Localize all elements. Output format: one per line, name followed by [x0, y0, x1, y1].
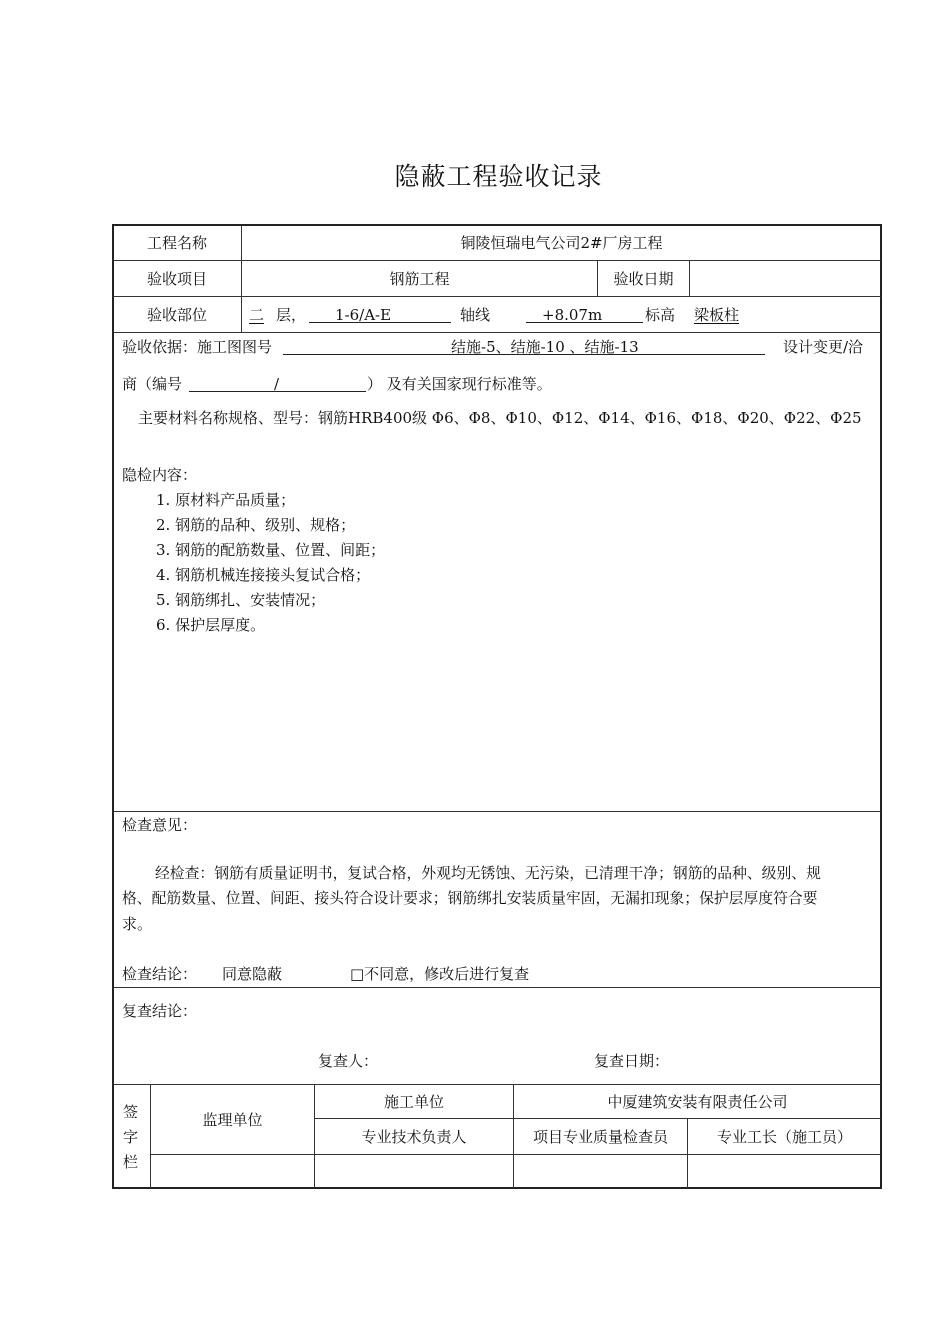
reviewer-label: 复查人：	[318, 1052, 379, 1070]
quality-inspector-label: 项目专业质量检查员	[532, 1128, 668, 1146]
conclusion-label: 检查结论：	[122, 965, 198, 983]
basis-line2-suffix: ） 及有关国家现行标准等。	[367, 375, 552, 393]
negotiation-number: /	[189, 374, 366, 392]
floor-value: 二	[249, 306, 265, 324]
opinion-heading: 检查意见：	[122, 816, 198, 834]
member-value: 梁板柱	[694, 306, 740, 324]
floor-suffix: 层，	[276, 306, 307, 324]
agree-option: 同意隐蔽	[222, 965, 283, 983]
opinion-line: 求。	[122, 915, 153, 933]
opinion-line: 格、配筋数量、位置、间距、接头符合设计要求；钢筋绑扎安装质量牢固，无漏扣现象；保护层厚度符合要	[122, 890, 818, 907]
foreman-label: 专业工长（施工员）	[716, 1128, 852, 1146]
list-item: 2. 钢筋的品种、级别、规格；	[156, 516, 356, 534]
review-date-label: 复查日期：	[594, 1052, 670, 1070]
acceptance-date-value	[690, 261, 881, 296]
document-title: 隐蔽工程验收记录	[394, 162, 603, 191]
acceptance-item-label: 验收项目	[146, 270, 207, 288]
company-name: 中厦建筑安装有限责任公司	[607, 1093, 788, 1111]
row-divider	[113, 987, 881, 988]
project-name-label: 工程名称	[146, 234, 207, 252]
row-divider	[113, 811, 881, 812]
axis-suffix: 轴线	[460, 306, 491, 324]
acceptance-item-value: 钢筋工程	[389, 270, 450, 288]
sign-column-char: 签	[123, 1103, 139, 1121]
row-divider	[113, 332, 881, 333]
list-item: 6. 保护层厚度。	[156, 616, 266, 634]
drawing-number: 结施-5、结施-10 、结施-13	[283, 337, 765, 355]
elevation-value: +8.07m	[526, 305, 643, 323]
list-item: 1. 原材料产品质量；	[156, 491, 296, 509]
materials-spec: 主要材料名称规格、型号：钢筋HRB400级 Φ6、Φ8、Φ10、Φ12、Φ14、Φ16、Φ18、Φ20、Φ22、Φ25	[138, 409, 862, 427]
record-table	[112, 224, 882, 1189]
disagree-option: □不同意，修改后进行复查	[350, 965, 530, 983]
construction-unit-label: 施工单位	[383, 1093, 444, 1111]
hidden-check-heading: 隐检内容：	[122, 466, 198, 484]
sign-column-char: 字	[123, 1128, 139, 1146]
elevation-suffix: 标高	[645, 306, 676, 324]
project-name-value: 铜陵恒瑞电气公司2#厂房工程	[460, 234, 663, 252]
list-item: 3. 钢筋的配筋数量、位置、间距；	[156, 541, 386, 559]
axis-value: 1-6/A-E	[309, 305, 451, 323]
supervision-unit-label: 监理单位	[202, 1111, 263, 1129]
list-item: 5. 钢筋绑扎、安装情况；	[156, 591, 326, 609]
opinion-line: 经检查：钢筋有质量证明书，复试合格，外观均无锈蚀、无污染，已清理干净；钢筋的品种、级别、规	[155, 865, 821, 882]
sign-column-char: 栏	[123, 1153, 139, 1171]
tech-lead-label: 专业技术负责人	[361, 1128, 467, 1146]
acceptance-date-label: 验收日期	[613, 270, 674, 288]
row-divider	[150, 1154, 881, 1155]
design-change-label: 设计变更/洽	[783, 338, 864, 356]
list-item: 4. 钢筋机械连接接头复试合格；	[156, 566, 371, 584]
acceptance-location-label: 验收部位	[146, 306, 207, 324]
review-heading: 复查结论：	[122, 1002, 198, 1020]
basis-line2-prefix: 商（编号	[122, 375, 183, 393]
basis-prefix: 验收依据：施工图图号	[122, 338, 273, 356]
